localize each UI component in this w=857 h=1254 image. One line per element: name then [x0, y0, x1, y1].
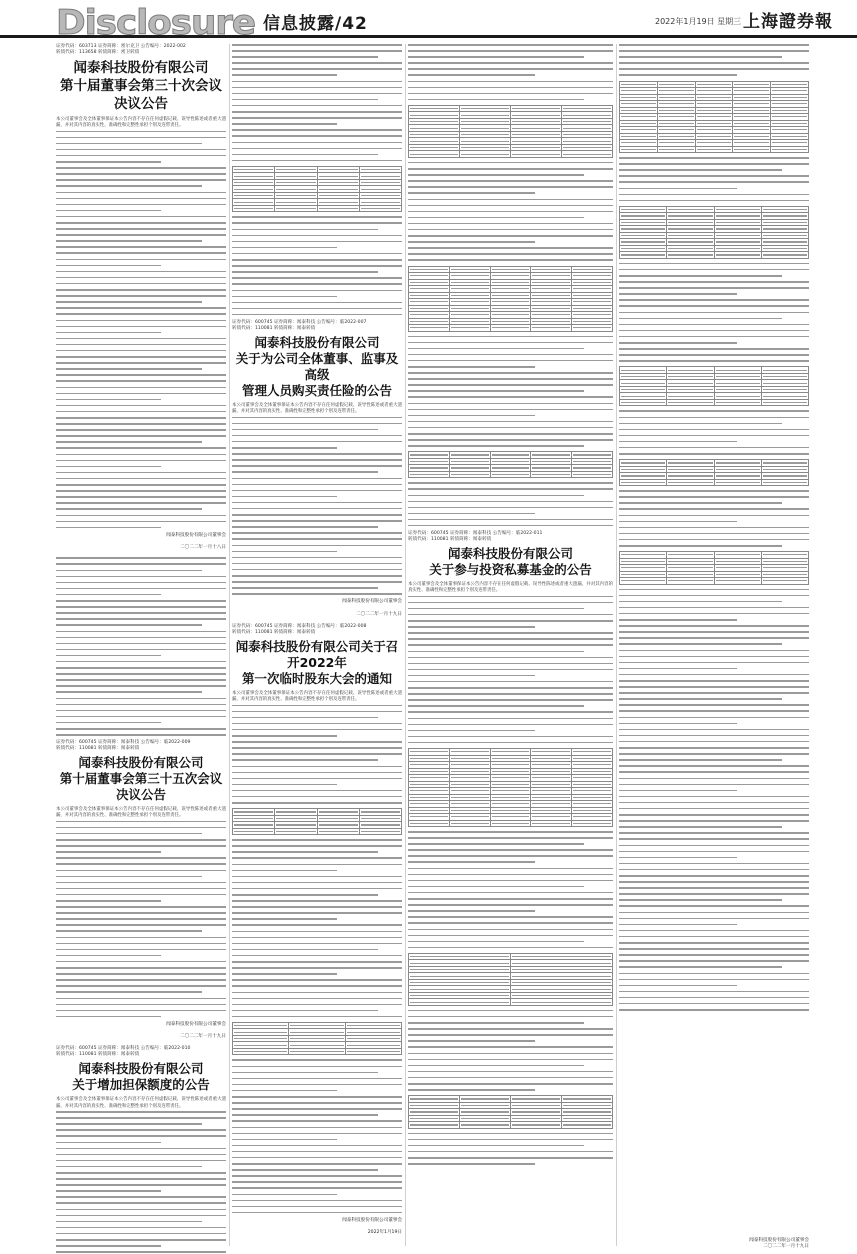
title-line: 闻泰科技股份有限公司	[78, 755, 204, 771]
body-text	[619, 490, 809, 546]
notice-body: 本公司董事会及全体董事保证本公告内容不存在任何虚假记载、误导性陈述或者重大遗漏，并对其内容的真实性、准确性和完整性承担个别及连带责任。	[56, 117, 226, 129]
notice-meta: 证券代码：600745 证券简称：闻泰科技 公告编号：临2022-011	[408, 531, 543, 537]
notice-private-fund	[408, 531, 613, 1165]
body-text	[619, 44, 809, 76]
notice-meta: 证券代码：603713 证券简称：密尔克卫 公告编号：2022-002	[56, 44, 186, 49]
title-line: 关于参与投资私募基金的公告	[429, 562, 592, 578]
column-3	[408, 44, 613, 1169]
notice-guarantee	[56, 1046, 226, 1254]
title-line: 第十届董事会第三十五次会议决议公告	[59, 771, 223, 803]
body-text	[408, 336, 613, 447]
signature: 闻泰科技股份有限公司董事会	[166, 1021, 226, 1027]
body-text	[232, 705, 402, 804]
notice-meta: 转债代码：110081 转债简称：闻泰转债	[408, 537, 492, 543]
notice-meta: 转债代码：110081 转债简称：闻泰转债	[56, 1052, 140, 1058]
data-table	[619, 206, 809, 259]
title-line: 闻泰科技股份有限公司	[73, 60, 209, 76]
notice-body: 本公司董事会及全体董事保证本公告内容不存在任何虚假记载、误导性陈述或者重大遗漏，并对其内容的真实性、准确性和完整性承担个别及连带责任。	[232, 402, 402, 415]
body-text	[56, 1111, 226, 1254]
data-table	[408, 748, 613, 827]
issue-date: 2022年1月19日 星期三	[655, 17, 742, 26]
masthead	[0, 0, 857, 43]
footer-signature	[619, 1238, 809, 1250]
body-text	[408, 1010, 613, 1091]
notice-meta: 转债代码：110081 转债简称：闻泰转债	[232, 629, 316, 635]
signature: 闻泰科技股份有限公司董事会	[166, 532, 226, 538]
notice-meta: 转债代码：110081 转债简称：闻泰转债	[56, 746, 140, 752]
signature-date: 二〇二二年一月十八日	[180, 545, 226, 551]
notice-title	[408, 546, 613, 578]
body-text	[232, 44, 402, 161]
body-text	[619, 589, 809, 1011]
column-divider	[616, 44, 617, 1246]
section-title: 信息披露/42	[263, 14, 368, 34]
data-table	[619, 81, 809, 154]
body-text	[232, 216, 402, 315]
notice-meta: 证券代码：600745 证券简称：闻泰科技 公告编号：临2022-010	[56, 1046, 191, 1052]
title-line: 闻泰科技股份有限公司	[254, 334, 380, 350]
body-text	[232, 1059, 402, 1213]
body-text	[408, 162, 613, 261]
signature-date: 二〇二二年一月十九日	[180, 1034, 226, 1040]
title-line: 第一次临时股东大会的通知	[241, 670, 392, 686]
body-text	[56, 557, 226, 735]
notice-body: 本公司董事会及全体董事保证本公告内容不存在任何虚假记载、误导性陈述或者重大遗漏，并对其内容的真实性、准确性和完整性承担个别及连带责任。	[56, 1097, 226, 1109]
title-line: 闻泰科技股份有限公司关于召开2022年	[235, 638, 399, 670]
notice-board-resolution-30	[56, 44, 226, 551]
signature-date: 2022年1月19日	[367, 1230, 402, 1236]
column-divider	[405, 44, 406, 1246]
notice-meta: 证券代码：600745 证券简称：闻泰科技 公告编号：临2022-007	[232, 319, 367, 325]
data-table	[408, 1095, 613, 1129]
notice-body: 本公司董事会及全体董事保证本公告内容不存在任何虚假记载、误导性陈述或者重大遗漏，并对其内容的真实性、准确性和完整性承担个别及连带责任。	[232, 690, 402, 703]
body-text	[56, 821, 226, 1018]
data-table	[232, 808, 402, 835]
body-text	[56, 131, 226, 529]
data-table	[408, 266, 613, 332]
data-table	[408, 451, 613, 478]
notice-title	[56, 1061, 226, 1093]
data-table	[408, 105, 613, 158]
notice-body: 本公司董事会及全体董事保证本公告内容不存在任何虚假记载、误导性陈述或者重大遗漏，并对其内容的真实性、准确性和完整性承担个别及连带责任。	[56, 807, 226, 819]
body-text	[408, 1133, 613, 1165]
title-line: 闻泰科技股份有限公司	[78, 1061, 204, 1077]
data-table	[232, 1022, 402, 1056]
notice-title	[232, 335, 402, 399]
notice-meta: 转债代码：110081 转债简称：闻泰转债	[232, 325, 316, 331]
body-text	[408, 482, 613, 526]
title-line: 第十届董事会第三十次会议决议公告	[60, 78, 222, 112]
column-4	[619, 44, 809, 1015]
footer-signature-company: 闻泰科技股份有限公司董事会	[749, 1238, 809, 1243]
body-text	[408, 831, 613, 948]
data-table	[232, 166, 402, 213]
notice-meta: 证券代码：600745 证券简称：闻泰科技 公告编号：临2022-008	[232, 623, 367, 629]
title-line: 闻泰科技股份有限公司	[447, 546, 573, 562]
notice-board-resolution-35	[56, 740, 226, 1040]
notice-title	[56, 755, 226, 803]
body-text	[619, 410, 809, 454]
signature: 闻泰科技股份有限公司董事会	[342, 599, 402, 605]
body-text	[232, 839, 402, 1017]
notice-meta: 转债代码：113658 转债简称：密卫转债	[56, 50, 140, 55]
data-table	[619, 459, 809, 486]
title-line: 关于增加担保额度的公告	[72, 1077, 210, 1093]
newspaper-name: 上海證券報	[743, 12, 833, 32]
notice-title	[232, 639, 402, 687]
notice-title	[56, 59, 226, 113]
data-table	[619, 366, 809, 406]
column-2	[232, 44, 402, 1243]
signature: 闻泰科技股份有限公司董事会	[342, 1217, 402, 1223]
notice-body: 本公司董事会及全体董事保证本公告内容不存在任何虚假记载、误导性陈述或者重大遗漏，并对其内容的真实性、准确性和完整性承担个别及连带责任。	[408, 582, 613, 594]
body-text	[619, 157, 809, 201]
body-text	[408, 596, 613, 744]
column-divider	[229, 44, 230, 1246]
data-table	[408, 953, 613, 1006]
notice-liability-insurance	[232, 320, 402, 618]
body-text	[408, 44, 613, 100]
notice-meta: 证券代码：600745 证券简称：闻泰科技 公告编号：临2022-009	[56, 740, 191, 746]
body-text	[232, 417, 402, 595]
data-table	[619, 551, 809, 585]
signature-date: 二〇二二年一月十九日	[356, 611, 402, 617]
body-text	[619, 263, 809, 362]
brand-logo: Disclosure	[56, 3, 256, 43]
title-line: 关于为公司全体董事、监事及高级	[235, 350, 399, 382]
title-line: 管理人员购买责任险的公告	[241, 382, 392, 398]
notice-shareholder-meeting	[232, 624, 402, 1237]
footer-signature-date: 二〇二二年一月十九日	[763, 1244, 809, 1249]
column-1	[56, 44, 226, 1254]
